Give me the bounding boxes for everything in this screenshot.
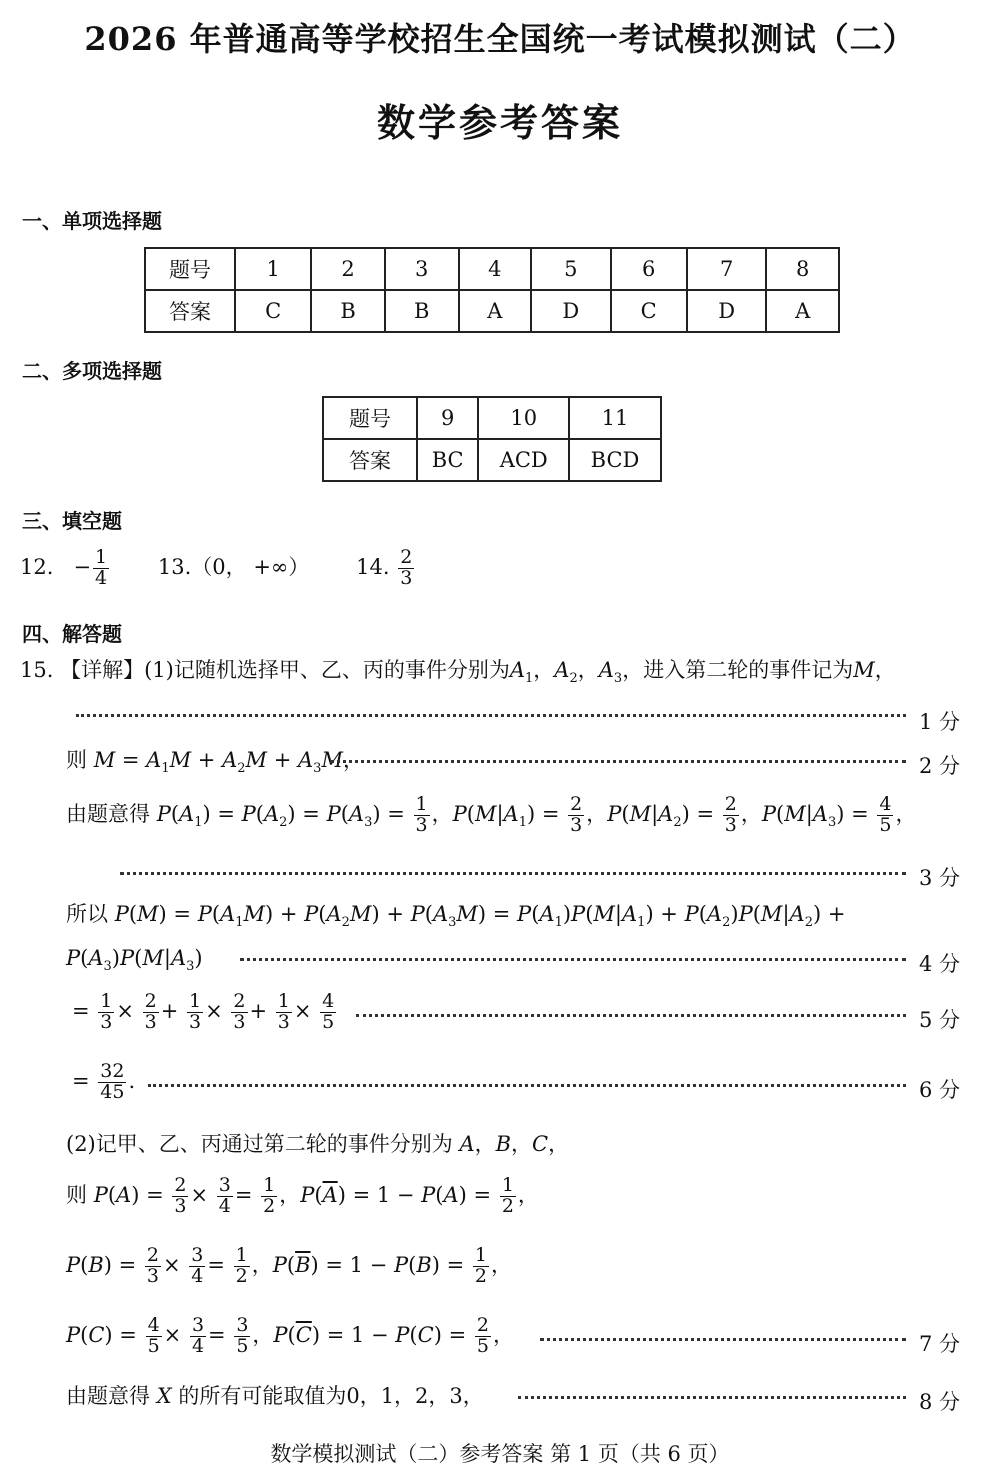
- q12-sign: −: [73, 554, 92, 579]
- section-heading-single-choice: 一、单项选择题: [22, 209, 162, 233]
- table-cell: 答案: [145, 290, 235, 332]
- score-mark: 4 分: [918, 952, 960, 976]
- q12-label: 12.: [20, 554, 54, 579]
- x-values-text: 的所有可能取值为0，1，2，3，: [178, 1384, 484, 1408]
- table-cell: B: [385, 290, 459, 332]
- prefix-text: 则: [66, 1182, 87, 1207]
- document-title: 数学参考答案: [376, 100, 623, 145]
- page-footer: 数学模拟测试（二）参考答案 第 1 页（共 6 页）: [270, 1442, 730, 1466]
- table-cell: 7: [687, 248, 767, 290]
- equation-line: 则 P(A) = $\frac{2}{3}$ × $\frac{3}{4}$ = $\frac{1}{2}$ ，$P(\overline{A}) = 1 - P(A)$ = $\frac{1}{2}$ ，: [66, 1174, 539, 1217]
- q15-part1-text2: ，进入第二轮的事件记为: [622, 658, 854, 682]
- table-row: [145, 290, 839, 332]
- table-cell: BC: [417, 439, 478, 481]
- q15-part2-line: (2)记甲、乙、丙通过第二轮的事件分别为 A，B，C，: [66, 1132, 570, 1156]
- denominator: 4: [95, 566, 108, 589]
- table-cell: 6: [611, 248, 687, 290]
- table-cell: A: [766, 290, 839, 332]
- q14-fraction: [398, 548, 414, 589]
- table-cell: C: [235, 290, 311, 332]
- q13-answer: （0， +∞）: [191, 554, 310, 579]
- table-cell: A: [459, 290, 531, 332]
- score-mark: 8 分: [918, 1390, 960, 1414]
- table-cell: 题号: [145, 248, 235, 290]
- table-cell: 5: [531, 248, 611, 290]
- table-cell: 1: [235, 248, 311, 290]
- leader-dots: [540, 1338, 906, 1341]
- score-mark: 3 分: [918, 866, 960, 890]
- table-cell: 9: [417, 397, 478, 439]
- fill-in-answers: [20, 548, 416, 589]
- section-heading-multi-choice: 二、多项选择题: [22, 359, 162, 383]
- score-mark: 2 分: [918, 754, 960, 778]
- leader-dots: [120, 872, 906, 875]
- section-heading-fill-in: 三、填空题: [22, 509, 122, 533]
- table-cell: ACD: [478, 439, 569, 481]
- equation-line: = $\frac{1}{3}$ × $\frac{2}{3}$ + $\frac{1}{3}$ × $\frac{2}{3}$ + $\frac{1}{3}$ × $\frac{4}{5}$: [72, 990, 335, 1033]
- equation-line: 由题意得 X 的所有可能取值为0，1，2，3，: [66, 1384, 484, 1408]
- leader-dots: [240, 958, 906, 961]
- single-choice-answer-table: [144, 247, 840, 333]
- table-cell: B: [311, 290, 385, 332]
- equation-line: 所以 $P(M) = P(A_1M) + P(A_2M) + P(A_3M) = P(A_1)P(M|A_1) + P(A_2)P(M|A_2)$ +: [66, 902, 846, 931]
- score-mark: 6 分: [918, 1078, 960, 1102]
- q15-part1-text: (1)记随机选择甲、乙、丙的事件分别为: [144, 658, 510, 682]
- table-cell: 11: [569, 397, 661, 439]
- detail-tag: 【详解】: [60, 658, 145, 682]
- q15-intro-line: 15. 【详解】(1)记随机选择甲、乙、丙的事件分别为$A_1$，$A_2$，$A_3$，进入第二轮的事件记为M，: [20, 658, 896, 687]
- table-cell: 2: [311, 248, 385, 290]
- equation-line: $P(A_3)P(M|A_3)$: [66, 946, 203, 975]
- numerator: 2: [400, 546, 413, 568]
- multi-choice-answer-table: [322, 396, 662, 482]
- leader-dots: [148, 1084, 906, 1087]
- q14-label: 14.: [356, 554, 390, 579]
- table-cell: D: [531, 290, 611, 332]
- equation-line: P(B) = $\frac{2}{3}$ × $\frac{3}{4}$ = $\frac{1}{2}$ ，$P(\overline{B}) = 1 - P(B)$ = $\frac{1}{2}$ ，: [66, 1244, 513, 1287]
- q13-label: 13.: [157, 554, 192, 579]
- table-cell: 题号: [323, 397, 417, 439]
- score-mark: 1 分: [918, 710, 960, 734]
- score-mark: 7 分: [918, 1332, 960, 1356]
- q15-part2-text: (2)记甲、乙、丙通过第二轮的事件分别为: [66, 1132, 453, 1156]
- table-cell: 4: [459, 248, 531, 290]
- prefix-text: 由题意得: [66, 1384, 150, 1408]
- section-heading-solutions: 四、解答题: [22, 622, 122, 646]
- table-cell: D: [687, 290, 767, 332]
- table-cell: BCD: [569, 439, 661, 481]
- q12-fraction: [93, 548, 109, 589]
- equation-line: 由题意得 $P(A_1) = P(A_2) = P(A_3)$ = $\frac{1}{3}$ ，$P(M|A_1)$ = $\frac{2}{3}$ ，$P(M|A_2)$ = $\frac{2}{3}$ ，$P(M|A_3)$ = $\frac{4}{5}$ ，: [66, 793, 917, 836]
- equation-line: 则 $M = A_1M + A_2M + A_3M$，: [66, 748, 364, 777]
- leader-dots: [76, 714, 906, 717]
- leader-dots: [518, 1396, 906, 1399]
- table-cell: 10: [478, 397, 569, 439]
- table-cell: C: [611, 290, 687, 332]
- leader-dots: [356, 1014, 906, 1017]
- table-cell: 8: [766, 248, 839, 290]
- leader-dots: [330, 760, 906, 763]
- denominator: 3: [400, 566, 413, 589]
- table-row: [145, 248, 839, 290]
- prefix-text: 所以: [66, 902, 108, 926]
- exam-title: 2026 年普通高等学校招生全国统一考试模拟测试（二）: [84, 20, 916, 58]
- table-row: [323, 397, 661, 439]
- q15-label: 15.: [20, 658, 54, 682]
- table-cell: 3: [385, 248, 459, 290]
- table-row: [323, 439, 661, 481]
- table-cell: 答案: [323, 439, 417, 481]
- numerator: 1: [95, 546, 108, 568]
- equation-line: P(C) = $\frac{4}{5}$ × $\frac{3}{4}$ = $\frac{3}{5}$ ，$P(\overline{C}) = 1 - P(C)$ = $\frac{2}{5}$ ，: [66, 1314, 514, 1357]
- equation-line: = $\frac{32}{45}$ .: [72, 1060, 136, 1103]
- prefix-text: 则: [66, 748, 87, 772]
- score-mark: 5 分: [918, 1008, 960, 1032]
- prefix-text: 由题意得: [66, 801, 150, 826]
